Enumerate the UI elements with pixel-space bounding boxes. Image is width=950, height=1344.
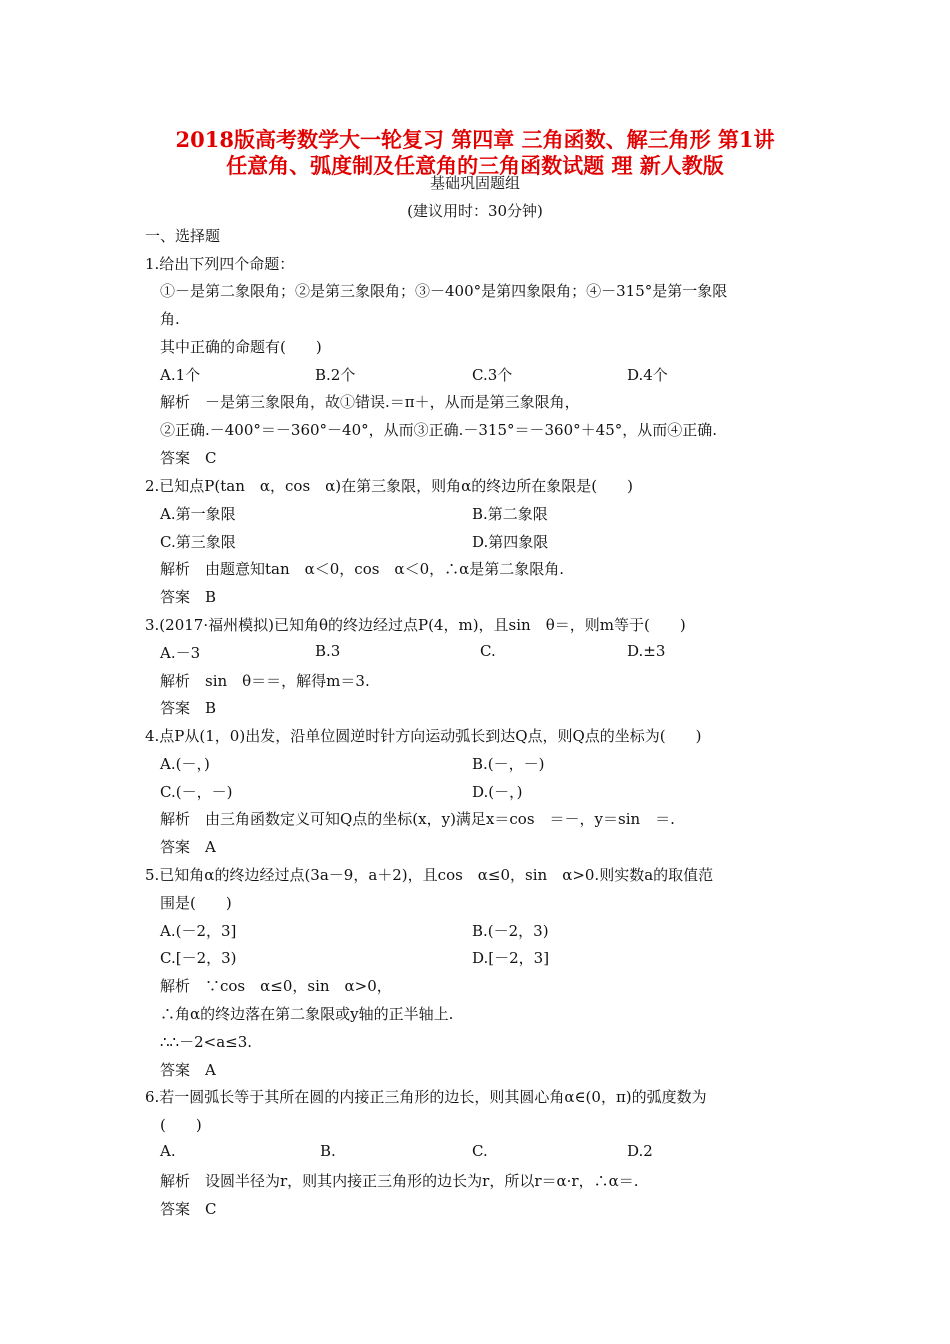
document-title-line-2: 任意角、弧度制及任意角的三角函数试题 理 新人教版: [226, 153, 724, 178]
question-2-option-c: C.第三象限: [160, 533, 236, 551]
question-3-analysis: 解析 sin θ＝＝，解得m＝3.: [160, 672, 370, 690]
question-5-option-c: C.[－2，3): [160, 949, 237, 967]
question-4-answer: 答案 A: [160, 838, 216, 856]
question-3-option-d: D.±3: [627, 642, 666, 660]
question-2-option-b: B.第二象限: [472, 505, 548, 523]
question-2-option-d: D.第四象限: [472, 533, 549, 551]
question-6-stem-cont: ( ): [160, 1116, 202, 1134]
question-6-option-c: C.: [472, 1142, 488, 1160]
document-title-line-1: 2018版高考数学大一轮复习 第四章 三角函数、解三角形 第1讲: [175, 127, 775, 152]
question-4-stem: 4.点P从(1，0)出发，沿单位圆逆时针方向运动弧长到达Q点，则Q点的坐标为( ): [145, 727, 702, 745]
question-1-option-d: D.4个: [627, 366, 668, 384]
question-1-option-c: C.3个: [472, 366, 513, 384]
question-2-option-a: A.第一象限: [160, 505, 236, 523]
group-heading: 基础巩固题组: [429, 174, 520, 192]
question-3-option-c: C.: [480, 642, 496, 660]
question-6-option-a: A.: [160, 1142, 176, 1160]
question-2-analysis: 解析 由题意知tan α＜0，cos α＜0，∴α是第二象限角.: [160, 560, 565, 578]
question-1-analysis-1: 解析 －是第三象限角，故①错误.＝π＋，从而是第三象限角，: [160, 393, 580, 411]
question-4-option-b: B.(－，－): [472, 755, 545, 773]
question-6-answer: 答案 C: [160, 1200, 217, 1218]
question-5-stem-cont: 围是( ): [160, 894, 232, 912]
question-2-stem: 2.已知点P(tan α，cos α)在第三象限，则角α的终边所在象限是( ): [145, 477, 633, 495]
question-1-stem: 1.给出下列四个命题：: [145, 255, 295, 273]
question-5-stem: 5.已知角α的终边经过点(3a－9，a＋2)，且cos α≤0，sin α>0.则实数a的取值范: [145, 866, 714, 884]
question-6-option-d: D.2: [627, 1142, 653, 1160]
question-4-option-c: C.(－，－): [160, 783, 233, 801]
section-heading: 一、选择题: [145, 227, 221, 245]
question-1-answer: 答案 C: [160, 449, 217, 467]
question-1-option-a: A.1个: [160, 366, 201, 384]
question-3-option-a: A.－3: [160, 644, 201, 662]
question-1-prompt: 其中正确的命题有( ): [160, 338, 322, 356]
question-4-analysis: 解析 由三角函数定义可知Q点的坐标(x，y)满足x＝cos ＝－，y＝sin ＝.: [160, 810, 675, 828]
question-4-option-d: D.(－，): [472, 783, 523, 801]
question-4-option-a: A.(－，): [160, 755, 210, 773]
question-5-option-a: A.(－2，3]: [160, 922, 237, 940]
question-6-stem: 6.若一圆弧长等于其所在圆的内接正三角形的边长，则其圆心角α∈(0，π)的弧度数为: [145, 1088, 707, 1106]
question-5-analysis-3: ∴∴－2<a≤3.: [160, 1033, 253, 1051]
question-6-option-b: B.: [320, 1142, 336, 1160]
question-5-answer: 答案 A: [160, 1061, 216, 1079]
question-2-answer: 答案 B: [160, 588, 217, 606]
question-1-option-b: B.2个: [315, 366, 356, 384]
question-1-statements: ①－是第二象限角；②是第三象限角；③－400°是第四象限角；④－315°是第一象限: [160, 282, 728, 300]
question-3-option-b: B.3: [315, 642, 341, 660]
question-3-answer: 答案 B: [160, 699, 217, 717]
question-6-analysis: 解析 设圆半径为r，则其内接正三角形的边长为r，所以r＝α·r，∴α＝.: [160, 1172, 639, 1190]
question-3-stem: 3.(2017·福州模拟)已知角θ的终边经过点P(4，m)，且sin θ＝，则m等于( ): [145, 616, 686, 634]
question-5-option-b: B.(－2，3): [472, 922, 549, 940]
question-5-option-d: D.[－2，3]: [472, 949, 550, 967]
question-5-analysis-1: 解析 ∵cos α≤0，sin α>0，: [160, 977, 392, 995]
question-5-analysis-2: ∴角α的终边落在第二象限或y轴的正半轴上.: [160, 1005, 454, 1023]
question-1-analysis-2: ②正确.－400°＝－360°－40°，从而③正确.－315°＝－360°＋45°，从而④正确.: [160, 421, 718, 439]
question-1-statements-cont: 角.: [160, 310, 180, 328]
time-hint: (建议用时：30分钟): [407, 202, 543, 220]
